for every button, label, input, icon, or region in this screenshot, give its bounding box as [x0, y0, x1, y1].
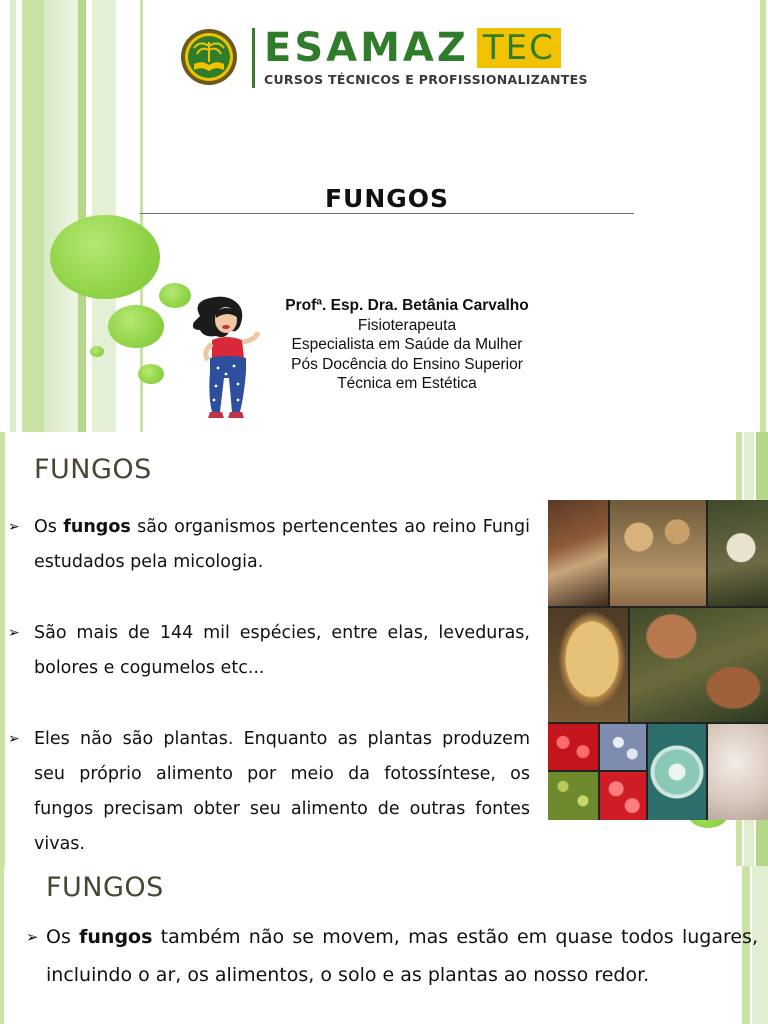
bullet-item: ➢ Eles não são plantas. Enquanto as plantas produzem seu próprio alimento por meio da fotossíntese, os fungos precisam obter seu alimento de outras fontes vivas.: [8, 722, 530, 862]
logo-tagline: CURSOS TÉCNICOS E PROFISSIONALIZANTES: [264, 72, 588, 87]
bullet-list: [8, 510, 530, 862]
slide-heading: FUNGOS: [34, 454, 152, 485]
bold-term: fungos: [63, 517, 131, 537]
decor-stripe: [0, 432, 5, 866]
decor-stripe: [10, 0, 16, 432]
logo-wordmark: [264, 26, 561, 70]
arrow-bullet-icon: ➢: [8, 731, 20, 747]
fungal-colony-petri-photo: [648, 724, 706, 820]
arrow-bullet-icon: ➢: [26, 928, 39, 946]
logo-brand-text: ESAMAZ: [264, 25, 469, 71]
slide-fungos-intro: [0, 432, 768, 866]
decor-bubble: [138, 364, 164, 384]
author-technician: Técnica em Estética: [337, 375, 477, 392]
decor-stripe: [44, 0, 78, 432]
mushroom-photo: [548, 500, 608, 606]
decor-stripe: [760, 0, 766, 432]
logo-tec-badge: TEC: [477, 28, 561, 68]
title-underline: [140, 213, 634, 214]
microscope-cells-blue-photo: [600, 724, 646, 770]
mold-culture-photo: [708, 724, 768, 820]
author-info: [262, 296, 552, 394]
white-mushroom-photo: [708, 500, 768, 606]
decor-stripe: [78, 0, 86, 432]
slide-heading: FUNGOS: [46, 872, 164, 903]
bullet-item: ➢ Os fungos também não se movem, mas estão em quase todos lugares, incluindo o ar, os alimentos, o solo e as plantas ao nosso redor.: [26, 918, 758, 994]
author-name: Profª. Esp. Dra. Betânia Carvalho: [285, 297, 529, 314]
decor-bubble: [90, 346, 104, 357]
microscope-cells-red-photo: [548, 724, 598, 770]
author-role: Fisioterapeuta: [357, 316, 457, 334]
author-postdoc: Pós Docência do Ensino Superior: [291, 355, 523, 373]
logo-divider: [252, 28, 255, 88]
bullet-item: ➢ Os fungos são organismos pertencentes ao reino Fungi estudados pela micologia.: [8, 510, 530, 580]
yellow-mushroom-photo: [548, 608, 628, 722]
decor-bubble: [108, 305, 164, 348]
bold-term: fungos: [79, 926, 153, 948]
spores-green-photo: [548, 772, 598, 820]
decor-stripe: [22, 0, 44, 432]
arrow-bullet-icon: ➢: [8, 625, 20, 641]
mushroom-cluster-photo: [610, 500, 706, 606]
fungi-photo-collage: [548, 500, 768, 820]
slide-fungos-habitat: [0, 866, 768, 1024]
arrow-bullet-icon: ➢: [8, 519, 20, 535]
slide-title: [0, 0, 768, 432]
slide-title-heading: FUNGOS: [324, 184, 450, 213]
decor-stripe: [0, 866, 4, 1024]
woman-illustration-icon: [186, 296, 268, 422]
bracket-fungus-photo: [630, 608, 768, 722]
esamaz-emblem-icon: [180, 28, 238, 86]
bullet-item: ➢ São mais de 144 mil espécies, entre elas, leveduras, bolores e cogumelos etc...: [8, 616, 530, 686]
decor-bubble: [50, 215, 160, 299]
blood-cells-photo: [600, 772, 646, 820]
author-specialty: Especialista em Saúde da Mulher: [291, 336, 523, 353]
